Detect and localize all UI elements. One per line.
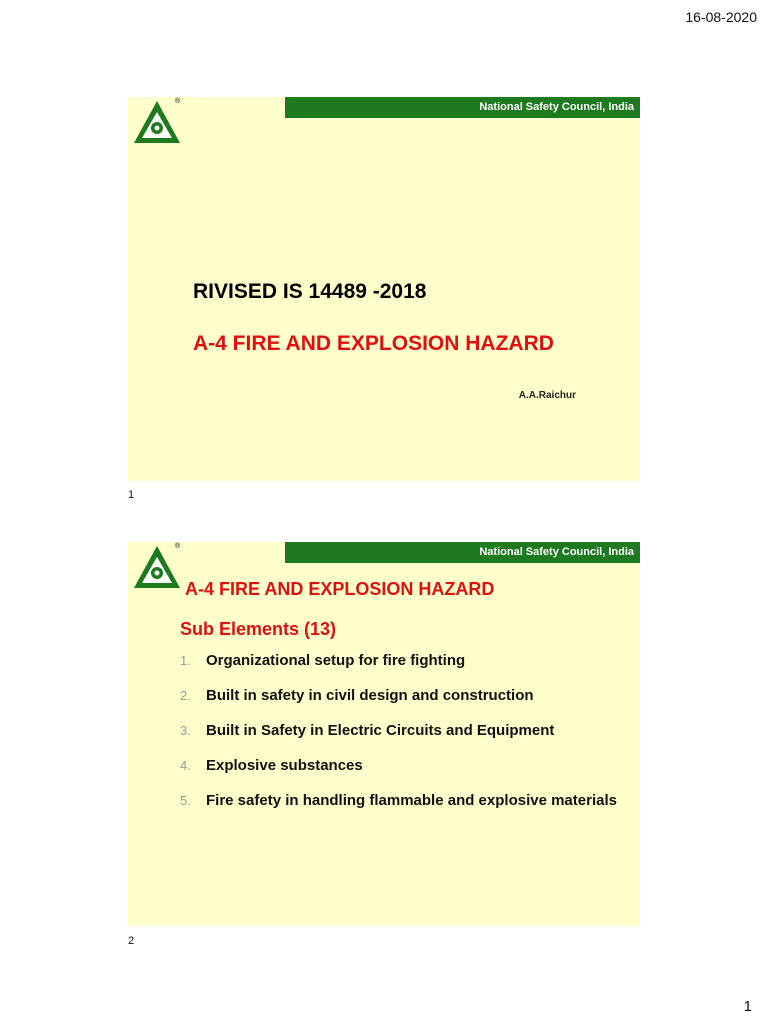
list-item-number: 3. xyxy=(180,723,191,738)
nsc-logo-icon xyxy=(132,544,182,590)
list-item xyxy=(180,756,618,776)
slide-1-number: 1 xyxy=(128,489,135,501)
header-org-label: National Safety Council, India xyxy=(479,546,634,558)
registered-mark: ® xyxy=(175,543,181,550)
sub-elements-list xyxy=(180,651,618,831)
list-item-number: 2. xyxy=(180,688,191,703)
list-item-text: Built in safety in civil design and construction xyxy=(206,687,534,704)
slide-1-subtitle: A-4 FIRE AND EXPLOSION HAZARD xyxy=(193,332,554,355)
list-item-text: Built in Safety in Electric Circuits and Equipment xyxy=(206,722,555,739)
list-item-number: 5. xyxy=(180,793,191,808)
list-item-number: 4. xyxy=(180,758,191,773)
slide-1-title: RIVISED IS 14489 -2018 xyxy=(193,280,427,303)
header-bar xyxy=(285,542,640,563)
slide-1-author: A.A.Raichur xyxy=(518,390,576,401)
list-item-number: 1. xyxy=(180,653,191,668)
page-number: 1 xyxy=(743,998,752,1015)
slide-1 xyxy=(128,97,640,481)
list-item-text: Fire safety in handling flammable and explosive materials xyxy=(206,792,617,809)
registered-mark: ® xyxy=(175,98,181,105)
slide-2-subtitle: Sub Elements (13) xyxy=(180,619,337,639)
list-item-text: Explosive substances xyxy=(206,757,363,774)
list-item xyxy=(180,651,618,671)
slide-2 xyxy=(128,542,640,926)
page-date: 16-08-2020 xyxy=(685,9,757,25)
list-item-text: Organizational setup for fire fighting xyxy=(206,652,466,669)
nsc-logo-icon xyxy=(132,99,182,145)
slide-2-number: 2 xyxy=(128,935,135,947)
list-item xyxy=(180,791,618,816)
slide-2-title: A-4 FIRE AND EXPLOSION HAZARD xyxy=(185,579,495,599)
list-item xyxy=(180,686,618,706)
header-bar xyxy=(285,97,640,118)
list-item xyxy=(180,721,618,741)
header-org-label: National Safety Council, India xyxy=(479,101,634,113)
